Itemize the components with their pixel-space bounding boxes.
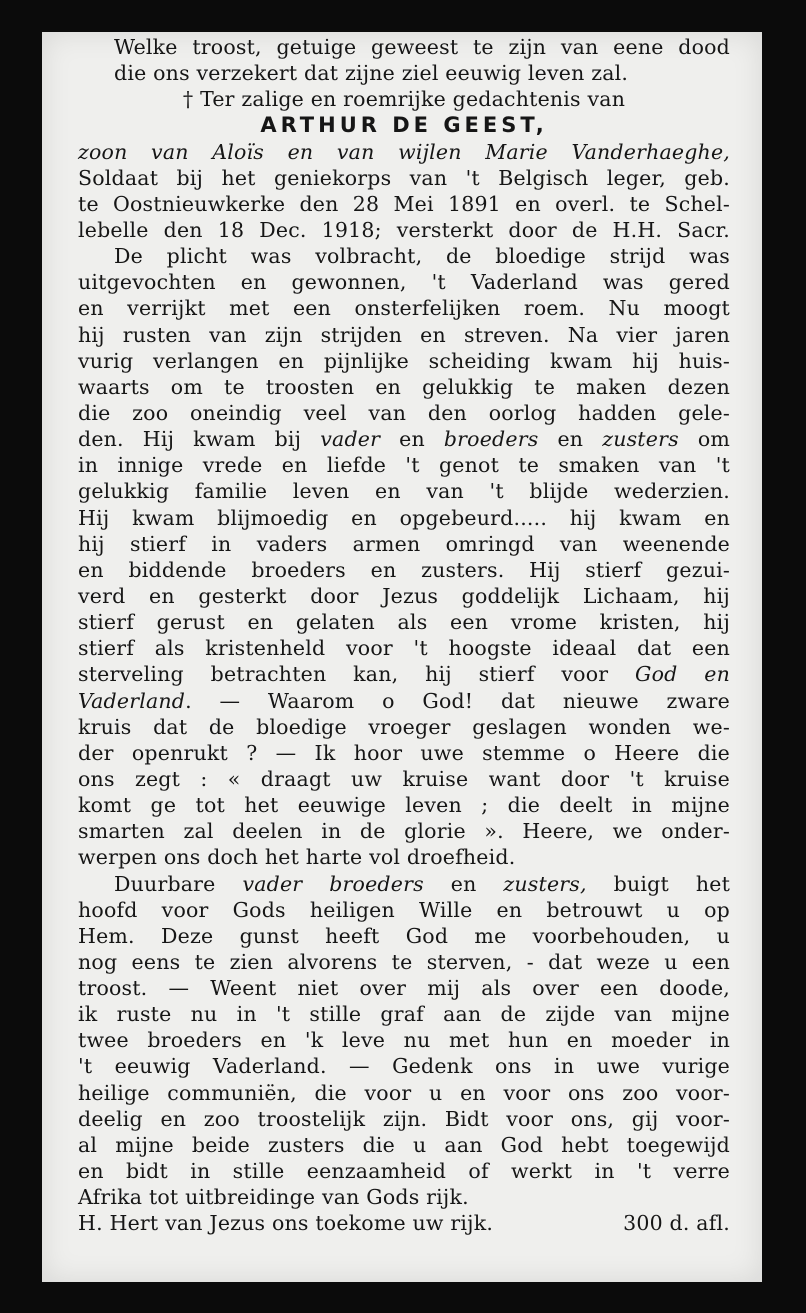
paragraph-line: 't eeuwig Vaderland. — Gedenk ons in uwe vurige: [78, 1054, 730, 1079]
paragraph-line: verd en gesterkt door Jezus goddelijk Lichaam, hij: [78, 583, 730, 608]
text-run: den. Hij kwam bij: [78, 427, 321, 452]
paragraph-line: [78, 688, 730, 714]
paragraph-line: heilige communiën, die voor u en voor ons zoo voor-: [78, 1080, 730, 1105]
paragraph-line: komt ge tot het eeuwige leven ; die deelt in mijne: [78, 793, 730, 818]
paragraph-line: uitgevochten en gewonnen, 't Vaderland was gered: [78, 270, 730, 295]
paragraph-line: nog eens te zien alvorens te sterven, - dat weze u een: [78, 949, 730, 974]
paragraph-line: der openrukt ? — Ik hoor uwe stemme o Heere die: [78, 740, 730, 765]
paragraph-line: ik ruste nu in 't stille graf aan de zijde van mijne: [78, 1002, 730, 1027]
parents-line: zoon van Aloïs en van wijlen Marie Vanderhaeghe,: [78, 139, 730, 164]
paragraph-line: [78, 871, 730, 897]
emphasis-run: God en: [635, 662, 730, 687]
text-run: en: [423, 871, 504, 896]
paragraph-line: De plicht was volbracht, de bloedige strijd was: [114, 244, 730, 269]
paragraph-line: en bidt in stille eenzaamheid of werkt in 't verre: [78, 1159, 730, 1184]
deceased-name: ARTHUR DE GEEST,: [260, 113, 548, 138]
paragraph-line: hij rusten van zijn strijden en streven. Na vier jaren: [78, 322, 730, 347]
paragraph-line: troost. — Weent niet over mij als over een doode,: [78, 976, 730, 1001]
paragraph-line: werpen ons doch het harte vol droefheid.: [78, 845, 516, 870]
emphasis-run: zusters: [602, 427, 679, 452]
paragraph-line: en biddende broeders en zusters. Hij stierf gezui-: [78, 557, 730, 582]
closing-prayer: H. Hert van Jezus ons toekome uw rijk.: [78, 1211, 494, 1236]
memorial-line: Ter zalige en roemrijke gedachtenis van: [200, 87, 626, 112]
cross-icon: †: [182, 87, 194, 112]
opening-line: die ons verzekert dat zijne ziel eeuwig leven zal.: [114, 61, 629, 86]
text-run: . — Waarom o God! dat nieuwe zware: [185, 688, 730, 713]
closing-line: [78, 1210, 730, 1236]
text-run: sterveling betrachten kan, hij stierf voor: [78, 662, 636, 687]
paragraph-line: stierf gerust en gelaten als een vrome kristen, hij: [78, 610, 730, 635]
paragraph-line: ons zegt : « draagt uw kruise want door 't kruise: [78, 766, 730, 791]
paragraph-line: hoofd voor Gods heiligen Wille en betrouwt u op: [78, 897, 730, 922]
text-run: en: [538, 427, 603, 452]
paragraph-line: die zoo oneindig veel van den oorlog hadden gele-: [78, 400, 730, 425]
text-run: om: [678, 427, 730, 452]
bio-line: te Oostnieuwkerke den 28 Mei 1891 en overl. te Schel-: [78, 191, 730, 216]
paragraph-line: [78, 661, 730, 687]
card-text: [78, 34, 730, 1236]
memorial-heading: [78, 86, 730, 112]
text-run: buigt het: [586, 871, 731, 896]
paragraph-line: al mijne beide zusters die u aan God hebt toegewijd: [78, 1132, 730, 1157]
text-run: en: [380, 427, 444, 452]
paragraph-line: kruis dat de bloedige vroeger geslagen wonden we-: [78, 714, 730, 739]
paragraph-line: vurig verlangen en pijnlijke scheiding kwam hij huis-: [78, 348, 730, 373]
indulgence-note: 300 d. afl.: [623, 1211, 730, 1236]
emphasis-run: vader: [320, 427, 381, 452]
paragraph-line: Hij kwam blijmoedig en opgebeurd..... hij kwam en: [78, 505, 730, 530]
paragraph-line: smarten zal deelen in de glorie ». Heere, we onder-: [78, 819, 730, 844]
emphasis-run: Vaderland: [78, 688, 186, 713]
paragraph-line: gelukkig familie leven en van 't blijde wederzien.: [78, 479, 730, 504]
paragraph-line: waarts om te troosten en gelukkig te maken dezen: [78, 374, 730, 399]
paragraph-line: [78, 426, 730, 452]
paragraph-line: en verrijkt met een onsterfelijken roem. Nu moogt: [78, 296, 730, 321]
emphasis-run: vader broeders: [242, 871, 424, 896]
bio-line: lebelle den 18 Dec. 1918; versterkt door de H.H. Sacr.: [78, 217, 730, 242]
emphasis-run: zusters,: [503, 871, 587, 896]
paragraph-line: deelig en zoo troostelijk zijn. Bidt voor ons, gij voor-: [78, 1106, 730, 1131]
paragraph-line: in innige vrede en liefde 't genot te smaken van 't: [78, 453, 730, 478]
opening-line: Welke troost, getuige geweest te zijn van eene dood: [114, 35, 730, 59]
paragraph-line: Afrika tot uitbreidinge van Gods rijk.: [78, 1185, 469, 1210]
paragraph-line: stierf als kristenheld voor 't hoogste ideaal dat een: [78, 636, 730, 661]
paragraph-line: hij stierf in vaders armen omringd van weenende: [78, 531, 730, 556]
paragraph-line: twee broeders en 'k leve nu met hun en moeder in: [78, 1028, 730, 1053]
text-run: Duurbare: [114, 871, 243, 896]
bio-line: Soldaat bij het geniekorps van 't Belgisch leger, geb.: [78, 165, 730, 190]
paragraph-line: Hem. Deze gunst heeft God me voorbehouden, u: [78, 923, 730, 948]
emphasis-run: broeders: [443, 427, 539, 452]
